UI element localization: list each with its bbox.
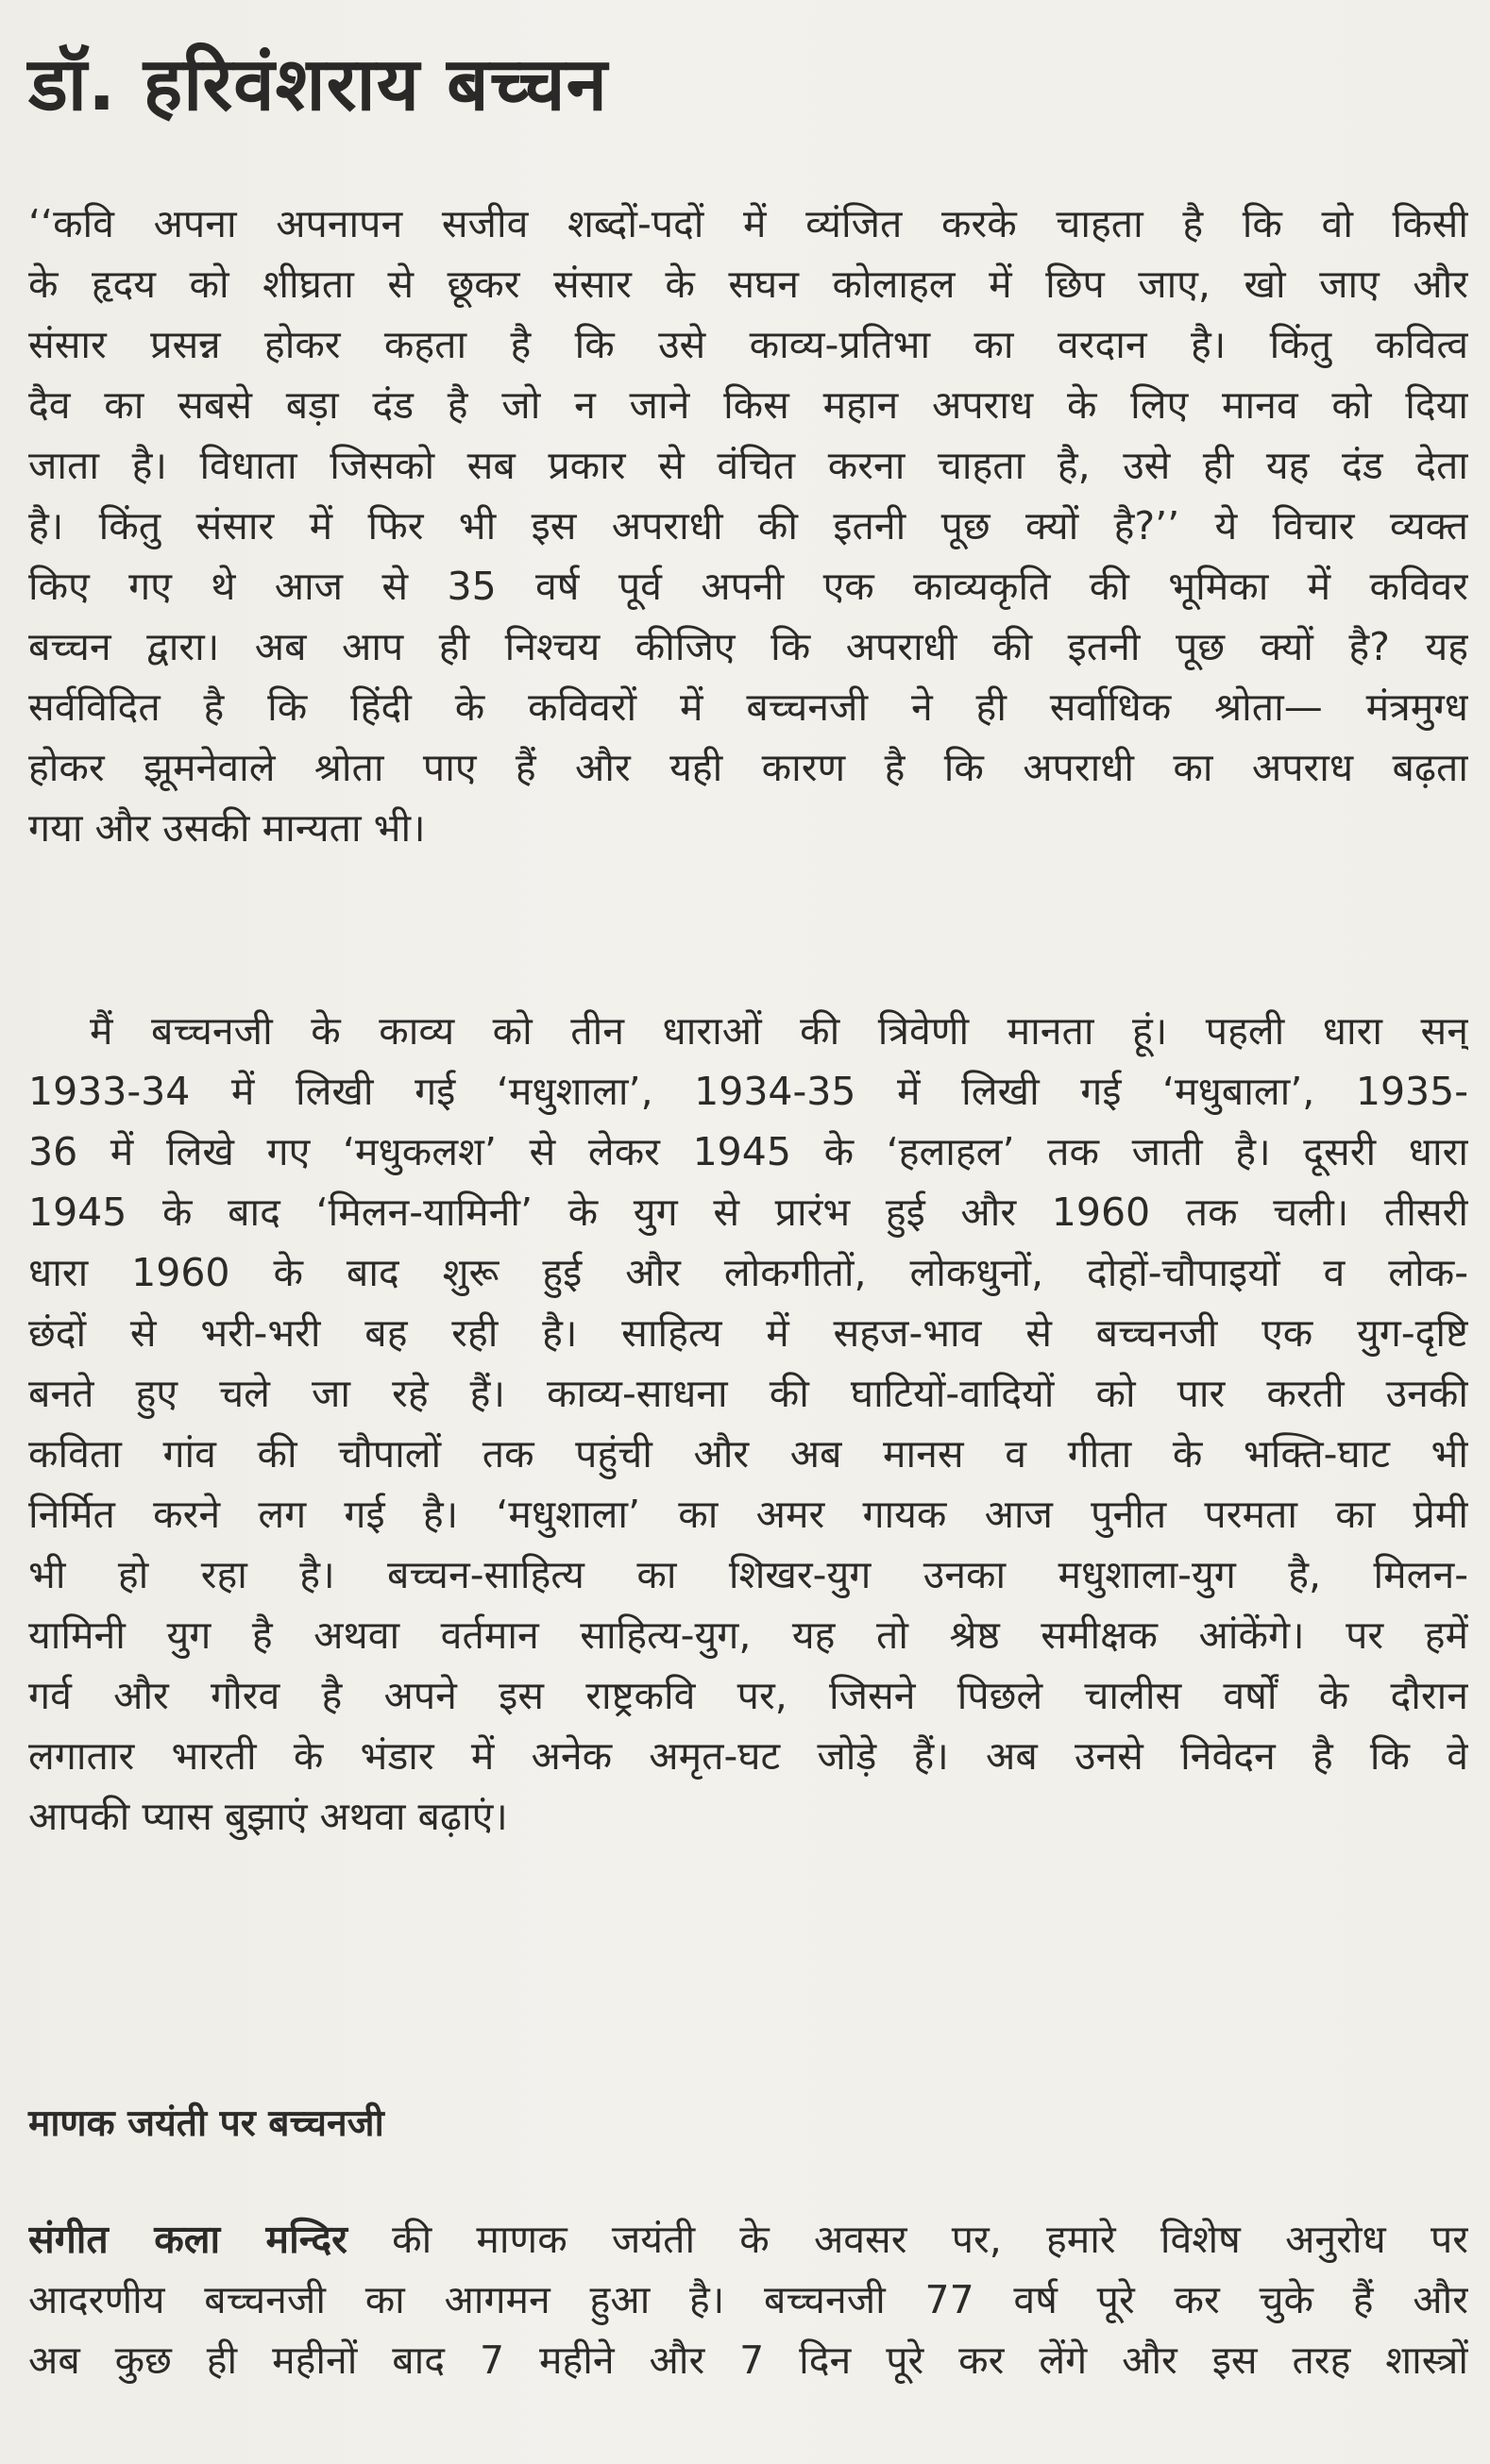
text-line: बच्चन द्वारा। अब आप ही निश्चय कीजिए कि अपराधी की इतनी पूछ क्यों है? यह xyxy=(28,624,1468,669)
text-line: लगातार भारती के भंडार में अनेक अमृत-घट जोड़े हैं। अब उनसे निवेदन है कि वे xyxy=(28,1733,1468,1779)
text-line: छंदों से भरी-भरी बह रही है। साहित्य में सहज-भाव से बच्चनजी एक युग-दृष्टि xyxy=(28,1310,1468,1356)
text-line: जाता है। विधाता जिसको सब प्रकार से वंचित करना चाहता है, उसे ही यह दंड देता xyxy=(28,443,1468,488)
text-line: निर्मित करने लग गई है। ‘मधुशाला’ का अमर गायक आज पुनीत परमता का प्रेमी xyxy=(28,1492,1468,1537)
paragraph-quote xyxy=(28,194,1468,858)
text-line: 1933-34 में लिखी गई ‘मधुशाला’, 1934-35 में लिखी गई ‘मधुबाला’, 1935- xyxy=(28,1069,1468,1114)
text-line: सर्वविदित है कि हिंदी के कविवरों में बच्चनजी ने ही सर्वाधिक श्रोता— मंत्रमुग्ध xyxy=(28,684,1468,730)
text-line: यामिनी युग है अथवा वर्तमान साहित्य-युग, यह तो श्रेष्ठ समीक्षक आंकेंगे। पर हमें xyxy=(28,1612,1468,1658)
text-line: मैं बच्चनजी के काव्य को तीन धाराओं की त्रिवेणी मानता हूं। पहली धारा सन् xyxy=(90,1008,1468,1054)
text-line: होकर झूमनेवाले श्रोता पाए हैं और यही कारण है कि अपराधी का अपराध बढ़ता xyxy=(28,745,1468,790)
section-heading: माणक जयंती पर बच्चनजी xyxy=(28,2102,384,2145)
paragraph-manak-jayanti xyxy=(28,2209,1468,2390)
text-line: है। किंतु संसार में फिर भी इस अपराधी की इतनी पूछ क्यों है?’’ ये विचार व्यक्त xyxy=(28,503,1468,548)
text-line: गया और उसकी मान्यता भी। xyxy=(28,805,426,851)
text-line: 1945 के बाद ‘मिलन-यामिनी’ के युग से प्रारंभ हुई और 1960 तक चली। तीसरी xyxy=(28,1190,1468,1235)
paragraph-three-streams xyxy=(28,1001,1468,1847)
text-line: आपकी प्यास बुझाएं अथवा बढ़ाएं। xyxy=(28,1794,508,1839)
text-line: गर्व और गौरव है अपने इस राष्ट्रकवि पर, जिसने पिछले चालीस वर्षों के दौरान xyxy=(28,1673,1468,1718)
text-line: ‘‘कवि अपना अपनापन सजीव शब्दों-पदों में व्यंजित करके चाहता है कि वो किसी xyxy=(28,201,1468,246)
text-line: अब कुछ ही महीनों बाद 7 महीने और 7 दिन पूरे कर लेंगे और इस तरह शास्त्रों xyxy=(28,2337,1468,2383)
text-fragment: की माणक जयंती के अवसर पर, हमारे विशेष अनुरोध पर xyxy=(347,2217,1468,2262)
text-line: कविता गांव की चौपालों तक पहुंची और अब मानस व गीता के भक्ति-घाट भी xyxy=(28,1431,1468,1477)
text-line: संसार प्रसन्न होकर कहता है कि उसे काव्य-प्रतिभा का वरदान है। किंतु कवित्व xyxy=(28,322,1468,367)
text-line: के हृदय को शीघ्रता से छूकर संसार के सघन कोलाहल में छिप जाए, खो जाए और xyxy=(28,262,1468,307)
text-line: धारा 1960 के बाद शुरू हुई और लोकगीतों, लोकधुनों, दोहों-चौपाइयों व लोक- xyxy=(28,1250,1468,1295)
text-line: किए गए थे आज से 35 वर्ष पूर्व अपनी एक काव्यकृति की भूमिका में कविवर xyxy=(28,564,1468,609)
text-line xyxy=(28,2209,1468,2270)
page-title: डॉ. हरिवंशराय बच्चन xyxy=(28,42,608,127)
text-line: आदरणीय बच्चनजी का आगमन हुआ है। बच्चनजी 77 वर्ष पूरे कर चुके हैं और xyxy=(28,2277,1468,2322)
organization-name: संगीत कला मन्दिर xyxy=(28,2217,347,2262)
text-line: भी हो रहा है। बच्चन-साहित्य का शिखर-युग उनका मधुशाला-युग है, मिलन- xyxy=(28,1552,1468,1597)
text-line: दैव का सबसे बड़ा दंड है जो न जाने किस महान अपराध के लिए मानव को दिया xyxy=(28,382,1468,428)
text-line: बनते हुए चले जा रहे हैं। काव्य-साधना की घाटियों-वादियों को पार करती उनकी xyxy=(28,1371,1468,1416)
text-line: 36 में लिखे गए ‘मधुकलश’ से लेकर 1945 के ‘हलाहल’ तक जाती है। दूसरी धारा xyxy=(28,1129,1468,1174)
